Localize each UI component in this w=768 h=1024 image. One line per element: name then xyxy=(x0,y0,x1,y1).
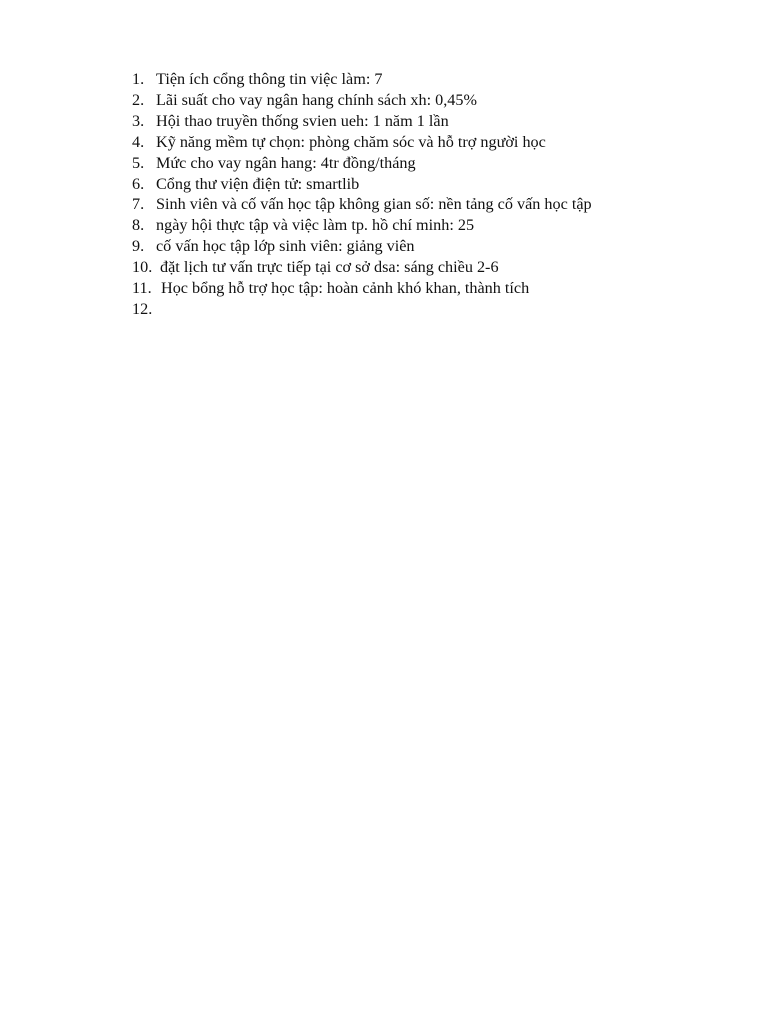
list-item-number: 10. xyxy=(132,258,153,277)
list-item-text: Sinh viên và cố vấn học tập không gian số: nền tảng cố vấn học tập xyxy=(156,195,592,214)
list-item-number: 8. xyxy=(132,216,145,235)
list-item xyxy=(132,90,592,111)
list-item xyxy=(132,69,592,90)
list-item xyxy=(132,278,592,299)
list-item-number: 2. xyxy=(132,90,145,109)
list-item-text: Tiện ích cổng thông tin việc làm: 7 xyxy=(156,70,383,88)
list-item-text: cố vấn học tập lớp sinh viên: giảng viên xyxy=(156,237,415,256)
list-item-number: 1. xyxy=(132,70,145,88)
list-item-text: Kỹ năng mềm tự chọn: phòng chăm sóc và hỗ trợ người học xyxy=(156,132,546,151)
list-item xyxy=(132,111,592,132)
list-item-text: Lãi suất cho vay ngân hang chính sách xh: 0,45% xyxy=(156,90,477,109)
list-item-number: 7. xyxy=(132,195,145,214)
list-item-number: 4. xyxy=(132,132,145,151)
list-item xyxy=(132,215,592,236)
list-item-text: ngày hội thực tập và việc làm tp. hồ chí minh: 25 xyxy=(156,216,475,235)
list-item xyxy=(132,299,592,320)
numbered-list xyxy=(132,69,592,320)
list-item-number: 12. xyxy=(132,299,153,318)
list-item xyxy=(132,132,592,153)
list-item-text: Mức cho vay ngân hang: 4tr đồng/tháng xyxy=(156,153,416,172)
list-item xyxy=(132,153,592,174)
list-item xyxy=(132,257,592,278)
list-item-text: Học bổng hỗ trợ học tập: hoàn cảnh khó khan, thành tích xyxy=(161,279,530,298)
list-item-text: Hội thao truyền thống svien ueh: 1 năm 1 lần xyxy=(156,111,449,130)
list-item-text: Cổng thư viện điện tử: smartlib xyxy=(156,174,360,193)
list-item-number: 3. xyxy=(132,111,145,130)
list-item xyxy=(132,236,592,257)
list-item-text: đặt lịch tư vấn trực tiếp tại cơ sở dsa: sáng chiều 2-6 xyxy=(160,258,499,277)
list-item xyxy=(132,174,592,195)
list-item xyxy=(132,194,592,215)
list-item-number: 9. xyxy=(132,237,145,256)
list-item-number: 11. xyxy=(132,279,152,298)
list-item-number: 5. xyxy=(132,153,145,172)
list-item-number: 6. xyxy=(132,174,145,193)
